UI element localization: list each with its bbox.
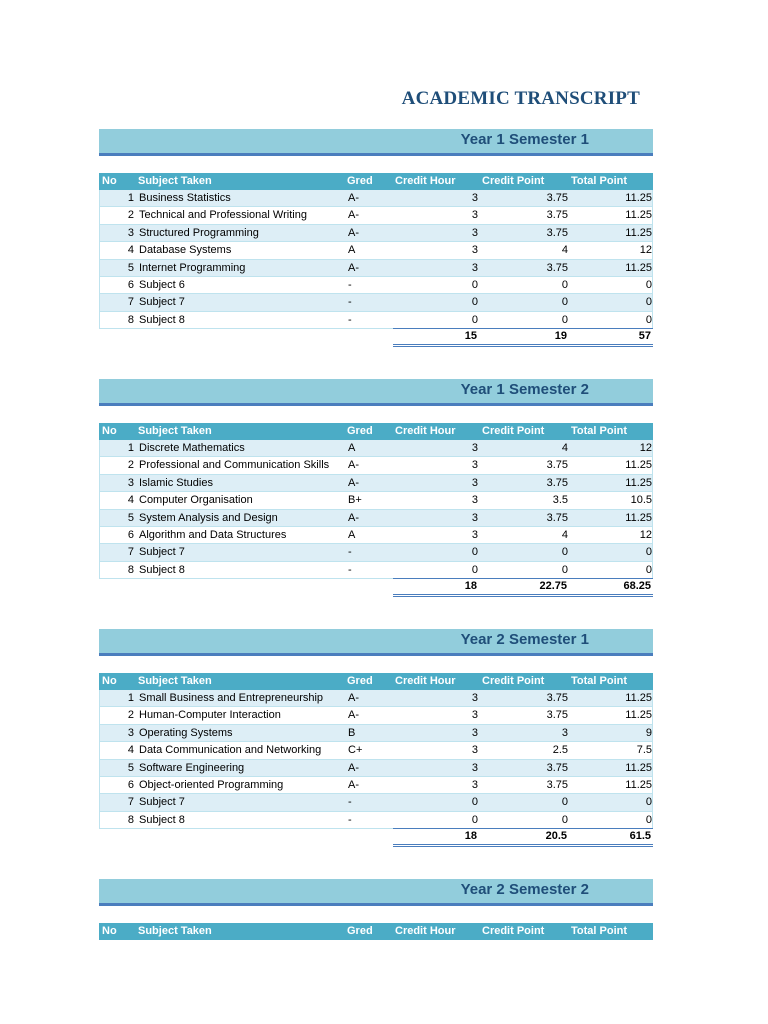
table-row bbox=[99, 527, 653, 544]
row-number: 6 bbox=[127, 778, 134, 791]
total-point: 0 bbox=[645, 796, 652, 809]
table-row bbox=[99, 690, 653, 707]
table-row bbox=[99, 440, 653, 457]
grade: A- bbox=[348, 192, 359, 204]
header-gred: Gred bbox=[347, 175, 373, 187]
header-credit-point: Credit Point bbox=[482, 925, 545, 937]
total-point: 0 bbox=[645, 546, 652, 559]
header-no: No bbox=[102, 925, 117, 937]
row-number: 2 bbox=[127, 209, 134, 222]
credit-point: 3.75 bbox=[546, 226, 568, 239]
credit-point: 0 bbox=[561, 563, 568, 576]
grade: A- bbox=[348, 261, 359, 274]
grade: A- bbox=[348, 709, 359, 722]
total-point: 11.25 bbox=[625, 226, 652, 239]
totals-double-rule bbox=[393, 844, 653, 847]
header-gred: Gred bbox=[347, 425, 373, 437]
row-number: 7 bbox=[127, 296, 134, 309]
row-number: 1 bbox=[127, 442, 134, 454]
credit-hour: 0 bbox=[471, 313, 478, 326]
totals-row bbox=[99, 329, 653, 345]
grade: A bbox=[348, 244, 356, 257]
table-row bbox=[99, 777, 653, 794]
total-point: 11.25 bbox=[625, 459, 652, 472]
total-total-point: 68.25 bbox=[623, 580, 651, 593]
header-credit-hour: Credit Hour bbox=[395, 675, 456, 687]
total-total-point: 61.5 bbox=[629, 830, 651, 843]
credit-point: 0 bbox=[561, 313, 568, 326]
grade: C+ bbox=[348, 744, 363, 757]
credit-hour: 3 bbox=[471, 709, 478, 722]
credit-hour: 3 bbox=[471, 261, 478, 274]
totals-top-rule bbox=[393, 828, 653, 829]
table-row bbox=[99, 457, 653, 474]
row-number: 5 bbox=[127, 511, 134, 524]
header-no: No bbox=[102, 175, 117, 187]
credit-hour: 3 bbox=[471, 209, 478, 222]
grade: A- bbox=[348, 692, 359, 704]
credit-point: 3 bbox=[561, 726, 568, 739]
table-row bbox=[99, 294, 653, 311]
total-point: 11.25 bbox=[625, 192, 652, 204]
total-credit-point: 19 bbox=[554, 330, 567, 343]
subject-name: Professional and Communication Skills bbox=[139, 459, 330, 472]
grade: A- bbox=[348, 476, 359, 489]
row-number: 4 bbox=[127, 744, 134, 757]
total-point: 12 bbox=[639, 528, 652, 541]
row-number: 3 bbox=[127, 476, 134, 489]
totals-double-rule bbox=[393, 344, 653, 347]
header-subject: Subject Taken bbox=[138, 425, 212, 437]
table-row bbox=[99, 562, 653, 579]
subject-name: Data Communication and Networking bbox=[139, 744, 322, 757]
semester-title: Year 1 Semester 2 bbox=[460, 381, 589, 398]
credit-point: 3.75 bbox=[546, 778, 568, 791]
row-number: 8 bbox=[127, 813, 134, 826]
total-point: 7.5 bbox=[636, 744, 652, 757]
total-point: 0 bbox=[645, 313, 652, 326]
credit-point: 0 bbox=[561, 278, 568, 291]
total-credit-hour: 15 bbox=[464, 330, 477, 343]
credit-hour: 3 bbox=[471, 692, 478, 704]
grades-table bbox=[99, 173, 653, 345]
grade: A- bbox=[348, 209, 359, 222]
subject-name: Software Engineering bbox=[139, 761, 245, 774]
semester-header-band bbox=[99, 879, 653, 906]
table-header-row bbox=[99, 673, 653, 690]
grade: A- bbox=[348, 778, 359, 791]
table-header-row bbox=[99, 423, 653, 440]
grade: A bbox=[348, 528, 356, 541]
credit-hour: 3 bbox=[471, 494, 478, 507]
credit-point: 0 bbox=[561, 813, 568, 826]
grade: - bbox=[348, 813, 352, 826]
subject-name: Algorithm and Data Structures bbox=[139, 528, 287, 541]
table-row bbox=[99, 544, 653, 561]
grade: - bbox=[348, 563, 352, 576]
credit-hour: 3 bbox=[471, 761, 478, 774]
total-credit-hour: 18 bbox=[464, 580, 477, 593]
subject-name: Subject 7 bbox=[139, 546, 185, 559]
credit-point: 3.75 bbox=[546, 476, 568, 489]
total-total-point: 57 bbox=[638, 330, 651, 343]
subject-name: Discrete Mathematics bbox=[139, 442, 245, 454]
row-number: 6 bbox=[127, 528, 134, 541]
credit-point: 0 bbox=[561, 546, 568, 559]
credit-point: 3.5 bbox=[552, 494, 568, 507]
grade: A bbox=[348, 442, 356, 454]
header-credit-hour: Credit Hour bbox=[395, 175, 456, 187]
header-no: No bbox=[102, 675, 117, 687]
header-subject: Subject Taken bbox=[138, 925, 212, 937]
table-row bbox=[99, 207, 653, 224]
semester-title: Year 1 Semester 1 bbox=[460, 131, 589, 148]
header-subject: Subject Taken bbox=[138, 675, 212, 687]
grade: - bbox=[348, 278, 352, 291]
total-point: 10.5 bbox=[630, 494, 652, 507]
credit-hour: 0 bbox=[471, 563, 478, 576]
credit-hour: 3 bbox=[471, 778, 478, 791]
row-number: 7 bbox=[127, 796, 134, 809]
header-total-point: Total Point bbox=[571, 175, 628, 187]
table-row bbox=[99, 225, 653, 242]
total-point: 11.25 bbox=[625, 511, 652, 524]
table-row bbox=[99, 725, 653, 742]
semester-header-band bbox=[99, 129, 653, 156]
row-number: 7 bbox=[127, 546, 134, 559]
semester-title: Year 2 Semester 2 bbox=[460, 881, 589, 898]
credit-point: 3.75 bbox=[546, 209, 568, 222]
total-point: 11.25 bbox=[625, 209, 652, 222]
grades-table bbox=[99, 673, 653, 845]
table-header-row bbox=[99, 923, 653, 940]
total-point: 12 bbox=[639, 442, 652, 454]
totals-row bbox=[99, 829, 653, 845]
totals-double-rule bbox=[393, 594, 653, 597]
semester-header-band bbox=[99, 379, 653, 406]
credit-hour: 3 bbox=[471, 192, 478, 204]
row-number: 5 bbox=[127, 261, 134, 274]
credit-hour: 3 bbox=[471, 726, 478, 739]
transcript-title: ACADEMIC TRANSCRIPT bbox=[401, 88, 640, 109]
subject-name: Internet Programming bbox=[139, 261, 246, 274]
row-number: 3 bbox=[127, 726, 134, 739]
grade: A- bbox=[348, 459, 359, 472]
credit-point: 3.75 bbox=[546, 709, 568, 722]
credit-hour: 3 bbox=[471, 244, 478, 257]
subject-name: Small Business and Entrepreneurship bbox=[139, 692, 324, 704]
table-row bbox=[99, 190, 653, 207]
credit-point: 2.5 bbox=[552, 744, 568, 757]
table-row bbox=[99, 312, 653, 329]
semester-title: Year 2 Semester 1 bbox=[460, 631, 589, 648]
credit-point: 3.75 bbox=[546, 511, 568, 524]
subject-name: Subject 7 bbox=[139, 296, 185, 309]
row-number: 4 bbox=[127, 244, 134, 257]
grade: A- bbox=[348, 511, 359, 524]
credit-point: 3.75 bbox=[546, 261, 568, 274]
total-credit-point: 22.75 bbox=[539, 580, 567, 593]
grade: - bbox=[348, 313, 352, 326]
header-no: No bbox=[102, 425, 117, 437]
credit-hour: 3 bbox=[471, 528, 478, 541]
subject-name: Subject 8 bbox=[139, 813, 185, 826]
credit-hour: 3 bbox=[471, 476, 478, 489]
credit-point: 3.75 bbox=[546, 761, 568, 774]
subject-name: Human-Computer Interaction bbox=[139, 709, 281, 722]
table-header-row bbox=[99, 173, 653, 190]
totals-row bbox=[99, 579, 653, 595]
subject-name: Computer Organisation bbox=[139, 494, 253, 507]
total-credit-hour: 18 bbox=[464, 830, 477, 843]
subject-name: Operating Systems bbox=[139, 726, 233, 739]
grade: A- bbox=[348, 226, 359, 239]
header-gred: Gred bbox=[347, 925, 373, 937]
grades-table bbox=[99, 923, 653, 940]
subject-name: Technical and Professional Writing bbox=[139, 209, 307, 222]
row-number: 5 bbox=[127, 761, 134, 774]
total-point: 0 bbox=[645, 296, 652, 309]
row-number: 4 bbox=[127, 494, 134, 507]
row-number: 3 bbox=[127, 226, 134, 239]
total-point: 11.25 bbox=[625, 692, 652, 704]
table-row bbox=[99, 707, 653, 724]
subject-name: Business Statistics bbox=[139, 192, 231, 204]
grade: - bbox=[348, 296, 352, 309]
total-point: 9 bbox=[645, 726, 652, 739]
row-number: 2 bbox=[127, 459, 134, 472]
subject-name: Subject 7 bbox=[139, 796, 185, 809]
credit-point: 4 bbox=[561, 442, 568, 454]
subject-name: System Analysis and Design bbox=[139, 511, 278, 524]
subject-name: Structured Programming bbox=[139, 226, 259, 239]
table-row bbox=[99, 492, 653, 509]
credit-hour: 3 bbox=[471, 459, 478, 472]
total-point: 12 bbox=[639, 244, 652, 257]
header-credit-point: Credit Point bbox=[482, 675, 545, 687]
table-row bbox=[99, 475, 653, 492]
credit-point: 0 bbox=[561, 296, 568, 309]
credit-hour: 0 bbox=[471, 813, 478, 826]
total-point: 11.25 bbox=[625, 778, 652, 791]
table-row bbox=[99, 760, 653, 777]
row-number: 1 bbox=[127, 192, 134, 204]
total-point: 0 bbox=[645, 563, 652, 576]
header-subject: Subject Taken bbox=[138, 175, 212, 187]
grade: B bbox=[348, 726, 356, 739]
credit-hour: 0 bbox=[471, 278, 478, 291]
header-credit-point: Credit Point bbox=[482, 175, 545, 187]
row-number: 2 bbox=[127, 709, 134, 722]
grades-table bbox=[99, 423, 653, 595]
header-credit-point: Credit Point bbox=[482, 425, 545, 437]
grade: - bbox=[348, 546, 352, 559]
row-number: 8 bbox=[127, 313, 134, 326]
credit-hour: 3 bbox=[471, 744, 478, 757]
grade: A- bbox=[348, 761, 359, 774]
total-point: 11.25 bbox=[625, 476, 652, 489]
grade: B+ bbox=[348, 494, 362, 507]
totals-top-rule bbox=[393, 578, 653, 579]
credit-point: 4 bbox=[561, 244, 568, 257]
subject-name: Subject 6 bbox=[139, 278, 185, 291]
table-row bbox=[99, 510, 653, 527]
header-total-point: Total Point bbox=[571, 675, 628, 687]
row-number: 6 bbox=[127, 278, 134, 291]
row-number: 1 bbox=[127, 692, 134, 704]
header-gred: Gred bbox=[347, 675, 373, 687]
total-point: 0 bbox=[645, 278, 652, 291]
total-credit-point: 20.5 bbox=[545, 830, 567, 843]
credit-point: 3.75 bbox=[546, 692, 568, 704]
semester-section bbox=[99, 629, 653, 845]
table-row bbox=[99, 242, 653, 259]
credit-point: 3.75 bbox=[546, 459, 568, 472]
subject-name: Islamic Studies bbox=[139, 476, 213, 489]
table-row bbox=[99, 742, 653, 759]
grade: - bbox=[348, 796, 352, 809]
header-total-point: Total Point bbox=[571, 925, 628, 937]
subject-name: Database Systems bbox=[139, 244, 232, 257]
credit-point: 0 bbox=[561, 796, 568, 809]
semester-section bbox=[99, 129, 653, 345]
table-row bbox=[99, 260, 653, 277]
table-row bbox=[99, 794, 653, 811]
total-point: 0 bbox=[645, 813, 652, 826]
semester-section bbox=[99, 879, 653, 940]
totals-top-rule bbox=[393, 328, 653, 329]
row-number: 8 bbox=[127, 563, 134, 576]
semester-header-band bbox=[99, 629, 653, 656]
total-point: 11.25 bbox=[625, 709, 652, 722]
total-point: 11.25 bbox=[625, 261, 652, 274]
subject-name: Subject 8 bbox=[139, 563, 185, 576]
credit-hour: 3 bbox=[471, 442, 478, 454]
credit-hour: 3 bbox=[471, 226, 478, 239]
semester-section bbox=[99, 379, 653, 595]
credit-hour: 0 bbox=[471, 796, 478, 809]
credit-point: 4 bbox=[561, 528, 568, 541]
total-point: 11.25 bbox=[625, 761, 652, 774]
credit-point: 3.75 bbox=[546, 192, 568, 204]
subject-name: Object-oriented Programming bbox=[139, 778, 284, 791]
table-row bbox=[99, 812, 653, 829]
subject-name: Subject 8 bbox=[139, 313, 185, 326]
header-credit-hour: Credit Hour bbox=[395, 425, 456, 437]
credit-hour: 0 bbox=[471, 296, 478, 309]
header-credit-hour: Credit Hour bbox=[395, 925, 456, 937]
credit-hour: 0 bbox=[471, 546, 478, 559]
header-total-point: Total Point bbox=[571, 425, 628, 437]
table-row bbox=[99, 277, 653, 294]
credit-hour: 3 bbox=[471, 511, 478, 524]
